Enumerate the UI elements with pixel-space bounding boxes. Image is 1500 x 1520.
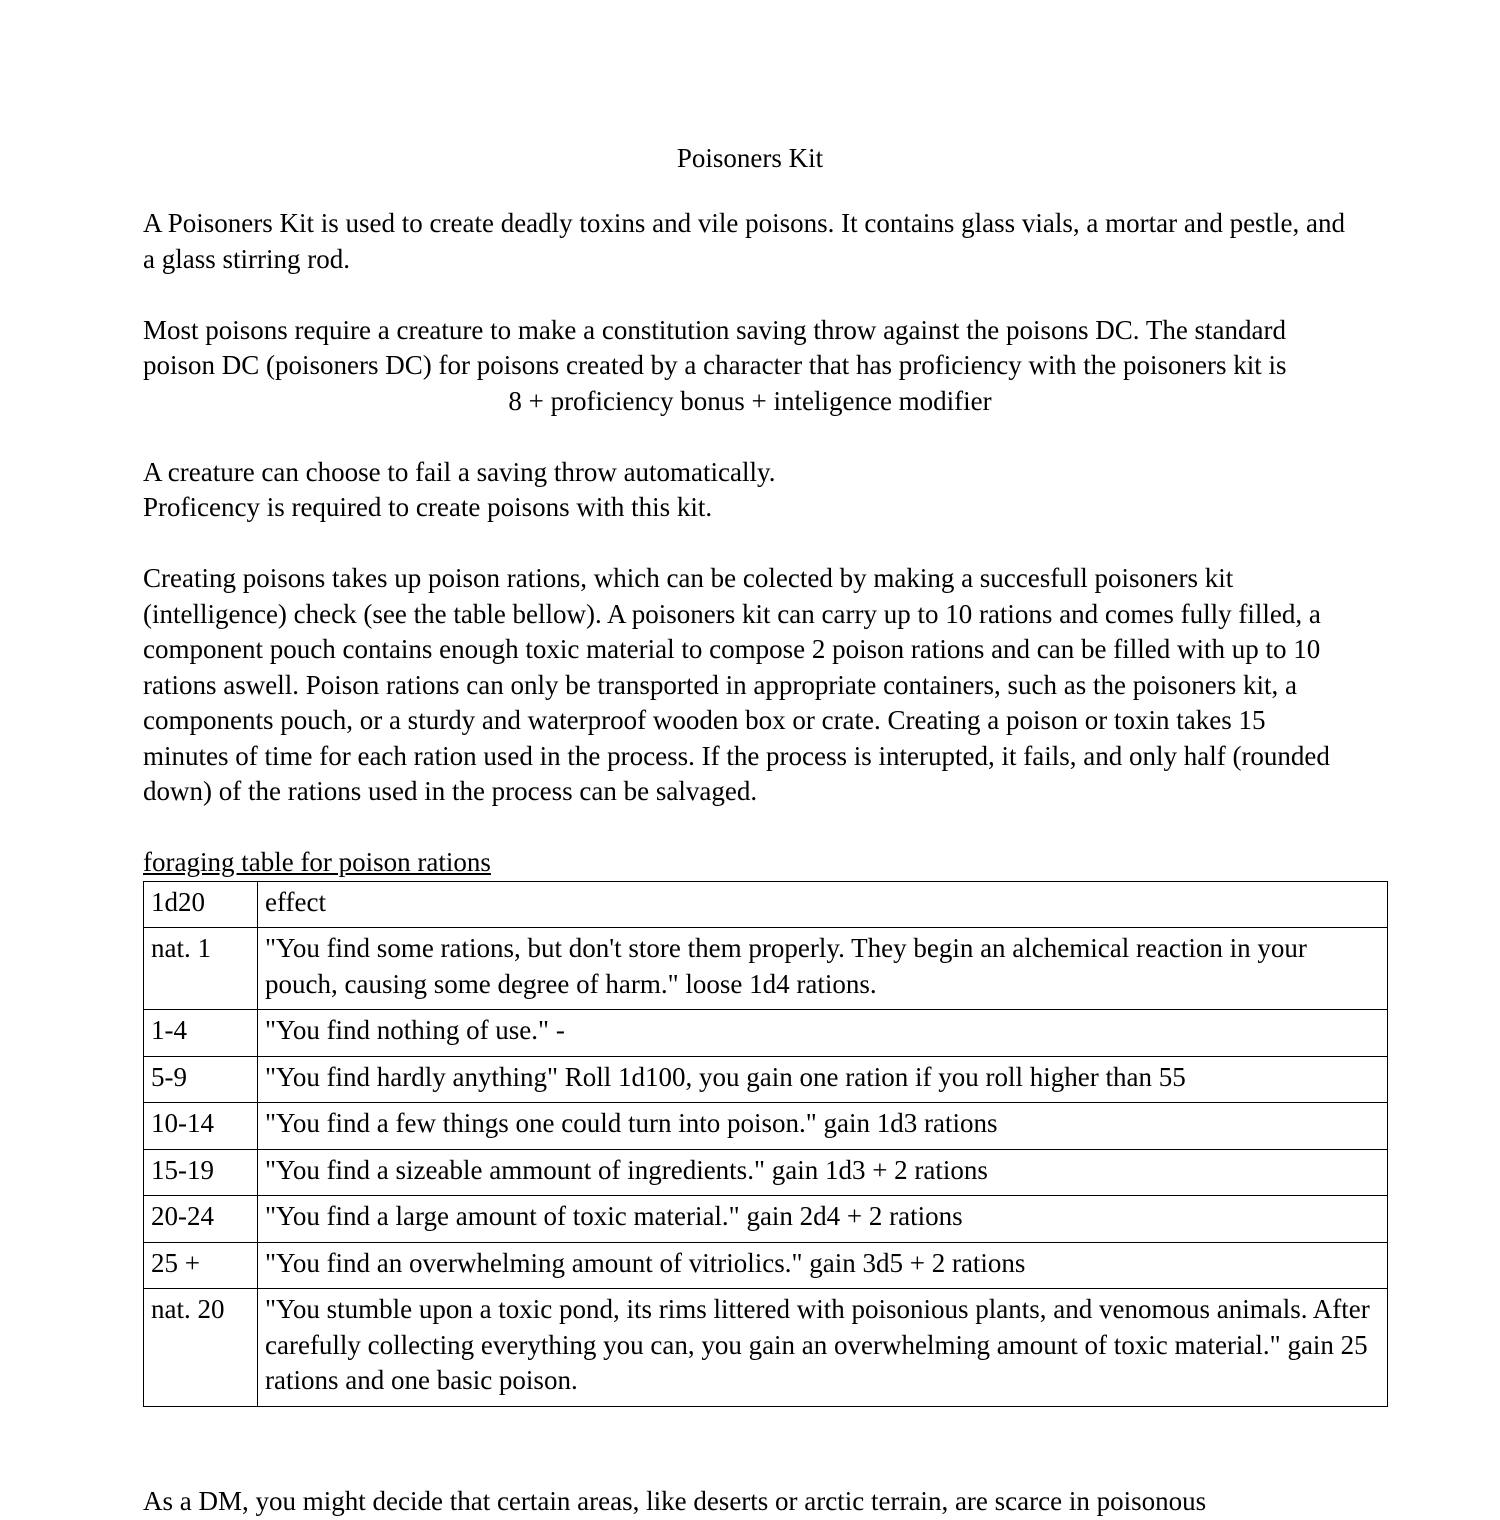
cell-effect: "You find hardly anything" Roll 1d100, you gain one ration if you roll higher than 55 xyxy=(258,1056,1388,1103)
paragraph-cutoff: As a DM, you might decide that certain areas, like deserts or arctic terrain, are scarce in poisonous xyxy=(143,1486,1207,1516)
table-row xyxy=(144,928,1388,1010)
cell-effect: "You find a sizeable ammount of ingredients." gain 1d3 + 2 rations xyxy=(258,1149,1388,1196)
paragraph-proficiency: Proficency is required to create poisons with this kit. xyxy=(143,492,713,522)
cell-roll: 20-24 xyxy=(144,1196,258,1243)
foraging-table-caption: foraging table for poison rations xyxy=(143,847,491,877)
foraging-table xyxy=(143,881,1388,1407)
cell-roll: 10-14 xyxy=(144,1103,258,1150)
table-row xyxy=(144,1010,1388,1057)
spacer xyxy=(143,277,1357,313)
poison-dc-formula: 8 + proficiency bonus + inteligence modifier xyxy=(508,385,992,416)
cell-effect: "You stumble upon a toxic pond, its rims littered with poisonious plants, and venomous animals. After carefully collecting everything you can, you gain an overwhelming amount of toxic material." gain 25 rations and one basic poison. xyxy=(258,1289,1388,1407)
page-title: Poisoners Kit xyxy=(676,143,824,173)
table-row xyxy=(144,1289,1388,1407)
cell-roll: 5-9 xyxy=(144,1056,258,1103)
paragraph-rations: Creating poisons takes up poison rations, which can be colected by making a succesfull poisoners kit (intelligence) check (see the table bellow). A poisoners kit can carry up to 10 rations and comes fully filled, a component pouch contains enough toxic material to compose 2 poison rations and can be filled with up to 10 rations aswell. Poison rations can only be transported in appropriate containers, such as the poisoners kit, a components pouch, or a sturdy and waterproof wooden box or crate. Creating a poison or toxin takes 15 minutes of time for each ration used in the process. If the process is interupted, it fails, and only half (rounded down) of the rations used in the process can be salvaged. xyxy=(143,563,1330,806)
header-cell-effect: effect xyxy=(258,881,1388,928)
cell-effect: "You find a large amount of toxic material." gain 2d4 + 2 rations xyxy=(258,1196,1388,1243)
cell-roll: 15-19 xyxy=(144,1149,258,1196)
foraging-table-body xyxy=(144,881,1388,1406)
spacer xyxy=(143,419,1357,455)
table-header-row xyxy=(144,881,1388,928)
table-row xyxy=(144,1242,1388,1289)
table-row xyxy=(144,1196,1388,1243)
spacer xyxy=(143,176,1357,206)
cell-effect: "You find some rations, but don't store them properly. They begin an alchemical reaction in your pouch, causing some degree of harm." loose 1d4 rations. xyxy=(258,928,1388,1010)
cell-roll: 1-4 xyxy=(144,1010,258,1057)
spacer xyxy=(143,526,1357,562)
cell-effect: "You find an overwhelming amount of vitriolics." gain 3d5 + 2 rations xyxy=(258,1242,1388,1289)
paragraph-dc-rule: Most poisons require a creature to make a constitution saving throw against the poisons DC. The standard poison DC (poisoners DC) for poisons created by a character that has proficiency with the poisoners kit is xyxy=(143,314,1287,380)
paragraph-auto-fail: A creature can choose to fail a saving throw automatically. xyxy=(143,456,776,487)
table-row xyxy=(144,1056,1388,1103)
cell-effect: "You find nothing of use." - xyxy=(258,1010,1388,1057)
foraging-table-caption-wrap xyxy=(143,845,1357,881)
paragraph-intro: A Poisoners Kit is used to create deadly toxins and vile poisons. It contains glass vials, a mortar and pestle, and a glass stirring rod. xyxy=(143,208,1346,274)
cell-effect: "You find a few things one could turn into poison." gain 1d3 rations xyxy=(258,1103,1388,1150)
table-row xyxy=(144,1149,1388,1196)
cell-roll: 25 + xyxy=(144,1242,258,1289)
header-cell-roll: 1d20 xyxy=(144,881,258,928)
spacer xyxy=(143,810,1357,846)
document-body xyxy=(143,140,1370,1407)
cell-roll: nat. 20 xyxy=(144,1289,258,1407)
cell-roll: nat. 1 xyxy=(144,928,258,1010)
table-row xyxy=(144,1103,1388,1150)
